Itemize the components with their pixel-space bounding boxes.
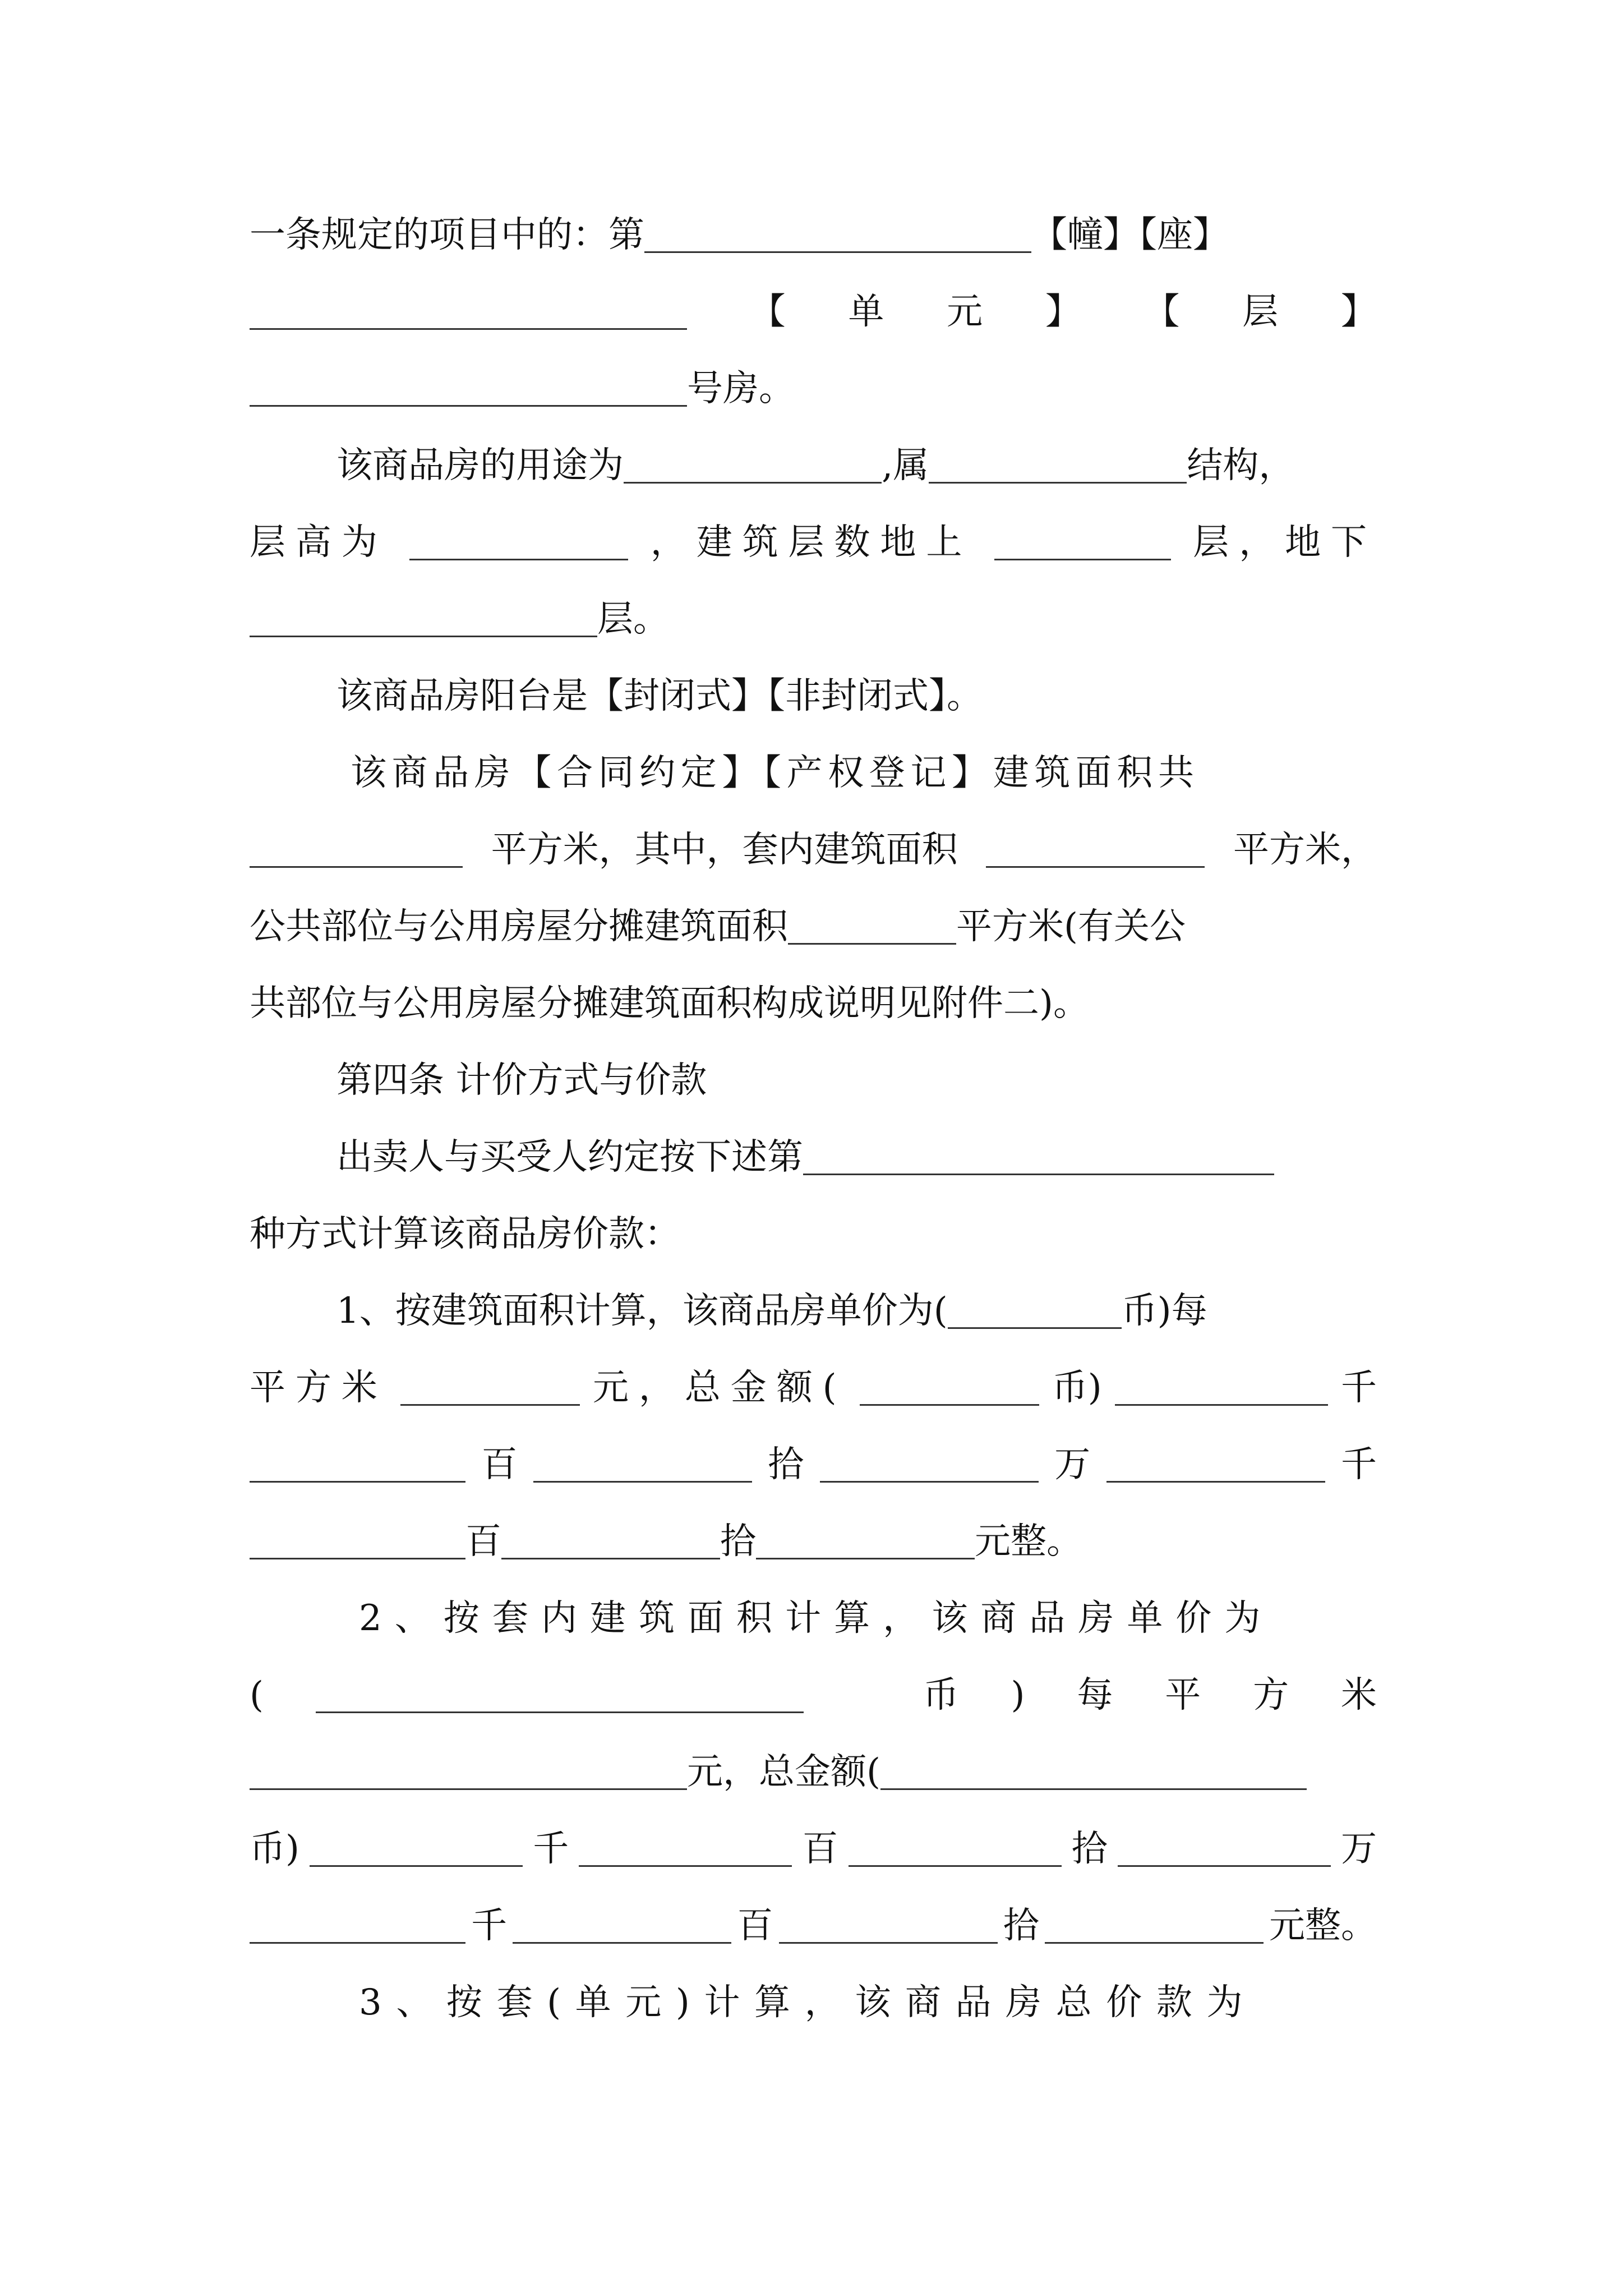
contract-line (336, 655, 1377, 722)
fill-in-blank[interactable] (644, 251, 1031, 253)
contract-text: 2、按套内建筑面积计算，该商品房单价为 (359, 1598, 1274, 1639)
contract-line (250, 1807, 1377, 1875)
contract-text: 元整。 (975, 1521, 1082, 1562)
contract-text: 千 (1340, 1367, 1377, 1409)
contract-line (250, 578, 1377, 645)
contract-text: 1、按建筑面积计算，该商品房单价为( (336, 1290, 948, 1332)
contract-text: 米 (1340, 1674, 1377, 1716)
contract-text: 元，总金额( (593, 1367, 847, 1409)
contract-text: 百 (802, 1828, 838, 1870)
contract-text: 拾 (768, 1444, 804, 1485)
fill-in-blank[interactable] (250, 1557, 465, 1559)
fill-in-blank[interactable] (250, 635, 597, 637)
contract-text: 平 (1165, 1674, 1201, 1716)
contract-text: 层。 (597, 599, 669, 640)
contract-text: 万 (1054, 1444, 1091, 1485)
contract-line (250, 194, 1377, 261)
contract-text: 公共部位与公用房屋分摊建筑面积 (250, 906, 788, 947)
contract-text: 平方米 (250, 1367, 388, 1409)
contract-text: 结构， (1187, 445, 1295, 486)
fill-in-blank[interactable] (849, 1865, 1062, 1867)
fill-in-blank[interactable] (316, 1711, 804, 1713)
fill-in-blank[interactable] (994, 558, 1171, 560)
contract-text: 拾 (1071, 1828, 1108, 1870)
contract-text: 层，地下 (1193, 522, 1377, 563)
contract-text: 百 (481, 1444, 518, 1485)
contract-line (336, 1116, 1377, 1183)
contract-text: 【 (1144, 291, 1180, 333)
contract-line (250, 1500, 1377, 1567)
contract-text: 千 (471, 1905, 508, 1947)
contract-line (250, 1731, 1377, 1798)
contract-text: 万 (1340, 1828, 1377, 1870)
contract-text: 该商品房的用途为 (336, 445, 624, 486)
contract-text: 3、按套(单元)计算，该商品房总价款为 (359, 1982, 1257, 2023)
contract-line (250, 1423, 1377, 1490)
section-title: 第四条 计价方式与价款 (336, 1060, 707, 1101)
contract-text: 平方米(有关公 (956, 906, 1186, 947)
contract-line (250, 962, 1377, 1029)
fill-in-blank[interactable] (409, 558, 628, 560)
contract-line (336, 424, 1377, 491)
contract-text: 该商品房阳台是【封闭式】【非封闭式】。 (336, 675, 983, 717)
contract-text: 一条规定的项目中的：第 (250, 214, 644, 256)
fill-in-blank[interactable] (250, 404, 687, 407)
contract-text: 种方式计算该商品房价款： (250, 1213, 680, 1255)
contract-text: 层 (1242, 291, 1279, 333)
fill-in-blank[interactable] (756, 1557, 975, 1559)
contract-text: 】 (1045, 291, 1081, 333)
fill-in-blank[interactable] (803, 1173, 1274, 1175)
contract-text: 平方米， (1233, 829, 1377, 871)
contract-text: 币) (250, 1828, 299, 1870)
fill-in-blank[interactable] (820, 1480, 1039, 1483)
contract-text: 元 (947, 291, 983, 333)
fill-in-blank[interactable] (1045, 1941, 1264, 1944)
fill-in-blank[interactable] (788, 942, 956, 945)
fill-in-blank[interactable] (1118, 1865, 1331, 1867)
contract-text: 币 (923, 1674, 959, 1716)
fill-in-blank[interactable] (533, 1480, 752, 1483)
fill-in-blank[interactable] (1115, 1404, 1328, 1406)
contract-text: 拾 (1003, 1905, 1039, 1947)
contract-line (250, 1884, 1377, 1952)
contract-line (250, 808, 1377, 876)
contract-text: 出卖人与买受人约定按下述第 (336, 1137, 803, 1178)
contract-line (359, 1961, 1377, 2028)
contract-text: 币)每 (1121, 1290, 1207, 1332)
contract-text: 【幢】【座】 (1031, 214, 1229, 256)
fill-in-blank[interactable] (400, 1404, 580, 1406)
contract-text: 方 (1253, 1674, 1289, 1716)
fill-in-blank[interactable] (1106, 1480, 1325, 1483)
contract-text: 每 (1077, 1674, 1113, 1716)
contract-text: 【 (749, 291, 786, 333)
fill-in-blank[interactable] (250, 866, 463, 868)
contract-line (250, 347, 1377, 415)
fill-in-blank[interactable] (860, 1404, 1039, 1406)
contract-text: 拾 (720, 1521, 756, 1562)
contract-text: ，建筑层数地上 (650, 522, 972, 563)
contract-line (250, 501, 1377, 568)
contract-line (250, 1654, 1377, 1721)
contract-text: 元，总金额( (687, 1751, 880, 1793)
fill-in-blank[interactable] (624, 481, 882, 484)
fill-in-blank[interactable] (948, 1327, 1122, 1329)
fill-in-blank[interactable] (501, 1557, 720, 1559)
fill-in-blank[interactable] (250, 328, 687, 330)
contract-text: 百 (465, 1521, 501, 1562)
contract-text: 元整。 (1269, 1905, 1377, 1947)
contract-text: 千 (1340, 1444, 1377, 1485)
fill-in-blank[interactable] (310, 1865, 523, 1867)
fill-in-blank[interactable] (250, 1788, 687, 1790)
section-heading (336, 1039, 1377, 1106)
fill-in-blank[interactable] (779, 1941, 998, 1944)
fill-in-blank[interactable] (250, 1480, 465, 1483)
contract-text: 】 (1340, 291, 1377, 333)
contract-text: ( (250, 1674, 264, 1716)
contract-line (250, 1193, 1377, 1260)
fill-in-blank[interactable] (513, 1941, 731, 1944)
contract-line (336, 1269, 1377, 1337)
contract-text: ,属 (882, 445, 929, 486)
contract-line (359, 1577, 1377, 1644)
contract-text: 平方米，其中，套内建筑面积 (491, 829, 958, 871)
fill-in-blank[interactable] (250, 1941, 465, 1944)
contract-text: 该商品房【合同约定】【产权登记】建筑面积共 (351, 752, 1200, 794)
contract-text: 单 (848, 291, 884, 333)
contract-text: 币) (1052, 1367, 1102, 1409)
contract-text: 层高为 (250, 522, 388, 563)
contract-text: 千 (533, 1828, 569, 1870)
fill-in-blank[interactable] (880, 1788, 1307, 1790)
contract-text: 号房。 (687, 368, 795, 409)
contract-text: 共部位与公用房屋分摊建筑面积构成说明见附件二)。 (250, 983, 1089, 1024)
fill-in-blank[interactable] (986, 866, 1205, 868)
contract-text: 百 (737, 1905, 773, 1947)
contract-line (351, 731, 1377, 799)
contract-line (250, 885, 1377, 953)
fill-in-blank[interactable] (929, 481, 1187, 484)
contract-text: ) (1011, 1674, 1025, 1716)
contract-line (250, 1346, 1377, 1414)
fill-in-blank[interactable] (579, 1865, 792, 1867)
contract-line (250, 270, 1377, 338)
